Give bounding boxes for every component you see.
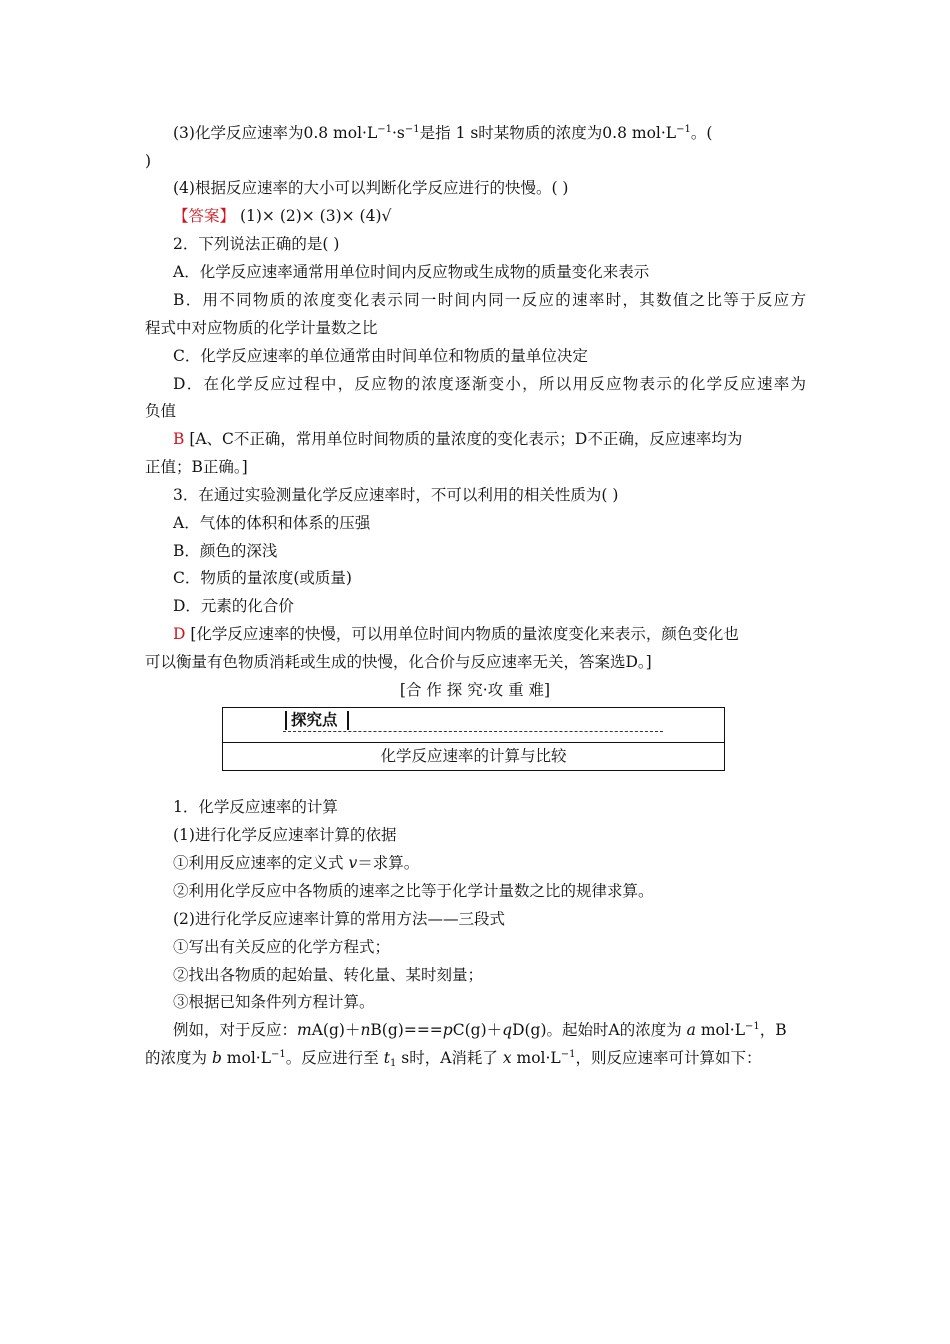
q2-option-a: A．化学反应速率通常用单位时间内反应物或生成物的质量变化来表示 bbox=[173, 263, 650, 281]
tag-bracket-right bbox=[347, 711, 349, 730]
q2-stem: 2．下列说法正确的是( ) bbox=[173, 235, 340, 253]
q2-option-c: C．化学反应速率的单位通常由时间单位和物质的量单位决定 bbox=[173, 347, 588, 365]
variable-a: a bbox=[686, 1021, 696, 1039]
content-line-3 bbox=[173, 853, 419, 873]
variable-b: b bbox=[211, 1049, 222, 1067]
text-segment: 是指 1 s时某物质的浓度为0.8 mol·L bbox=[419, 124, 677, 142]
q3-answer-line2: 可以衡量有色物质消耗或生成的快慢，化合价与反应速率无关，答案选D。] bbox=[145, 653, 652, 671]
text-segment: ＝求算。 bbox=[357, 854, 420, 872]
content-line-7: ②找出各物质的起始量、转化量、某时刻量； bbox=[173, 966, 484, 984]
coef-m: m bbox=[297, 1021, 312, 1039]
section-heading: [合 作 探 究·攻 重 难] bbox=[399, 681, 551, 699]
text-segment: ，则反应速率可计算如下： bbox=[575, 1049, 762, 1067]
subscript: 1 bbox=[389, 1058, 397, 1069]
q2-answer-line1 bbox=[173, 429, 806, 449]
answer-explanation: [A、C不正确，常用单位时间物质的量浓度的变化表示；D不正确，反应速率均为 bbox=[184, 430, 743, 448]
q2-option-b-line1: B．用不同物质的浓度变化表示同一时间内同一反应的速率时，其数值之比等于反应方 bbox=[173, 291, 806, 309]
answer-letter: B bbox=[173, 430, 185, 448]
topic-box bbox=[222, 707, 725, 771]
text-segment: D(g)。起始时A的浓度为 bbox=[512, 1021, 687, 1039]
text-segment: 例如，对于反应： bbox=[173, 1021, 298, 1039]
box-divider bbox=[223, 742, 724, 743]
topic-tag bbox=[291, 710, 338, 730]
text-segment: mol·L bbox=[221, 1049, 272, 1067]
q1-item-4: (4)根据反应速率的大小可以判断化学反应进行的快慢。( ) bbox=[173, 179, 569, 197]
q3-option-d: D．元素的化合价 bbox=[173, 597, 294, 615]
content-line-4: ②利用化学反应中各物质的速率之比等于化学计量数之比的规律求算。 bbox=[173, 882, 654, 900]
answer-text: (1)× (2)× (3)× (4)√ bbox=[235, 207, 392, 225]
q3-stem: 3．在通过实验测量化学反应速率时，不可以利用的相关性质为( ) bbox=[173, 486, 619, 504]
q2-answer-line2: 正值；B正确。] bbox=[145, 458, 248, 476]
content-line-1: 1．化学反应速率的计算 bbox=[173, 798, 338, 816]
text-segment: C(g)＋ bbox=[452, 1021, 503, 1039]
q1-item-3-continuation: ) bbox=[145, 152, 152, 170]
text-segment: s时，A消耗了 bbox=[396, 1049, 503, 1067]
dashed-rule bbox=[283, 731, 663, 732]
text-segment: ，B bbox=[759, 1021, 787, 1039]
variable-x: x bbox=[502, 1049, 512, 1067]
q3-option-c: C．物质的量浓度(或质量) bbox=[173, 569, 352, 587]
text-segment: ·s bbox=[392, 124, 405, 142]
content-line-8: ③根据已知条件列方程计算。 bbox=[173, 993, 375, 1011]
example-line-1 bbox=[173, 1020, 787, 1040]
text-segment: 。( bbox=[690, 124, 713, 142]
superscript: −1 bbox=[271, 1049, 286, 1060]
q2-option-d-line2: 负值 bbox=[145, 402, 177, 420]
superscript: −1 bbox=[745, 1021, 760, 1032]
text-segment: 。反应进行至 bbox=[285, 1049, 384, 1067]
answer-label: 【答案】 bbox=[173, 207, 236, 225]
topic-tag-label: 探究点 bbox=[291, 710, 338, 729]
q1-item-3 bbox=[173, 123, 712, 143]
q3-option-a: A．气体的体积和体系的压强 bbox=[173, 514, 371, 532]
text-segment: A(g)＋ bbox=[311, 1021, 361, 1039]
coef-p: p bbox=[442, 1021, 453, 1039]
q3-answer-line1 bbox=[173, 624, 806, 644]
example-line-2 bbox=[145, 1048, 761, 1068]
superscript: −1 bbox=[404, 124, 420, 135]
topic-caption: 化学反应速率的计算与比较 bbox=[380, 747, 567, 765]
q1-answer bbox=[173, 206, 391, 226]
answer-explanation: [化学反应速率的快慢，可以用单位时间内物质的量浓度变化来表示，颜色变化也 bbox=[185, 625, 739, 643]
coef-q: q bbox=[502, 1021, 513, 1039]
content-line-2: (1)进行化学反应速率计算的依据 bbox=[173, 826, 397, 844]
superscript: −1 bbox=[377, 124, 392, 135]
answer-letter: D bbox=[173, 625, 186, 643]
text-segment: mol·L bbox=[511, 1049, 561, 1067]
variable-v: v bbox=[348, 854, 358, 872]
q3-option-b: B．颜色的深浅 bbox=[173, 542, 278, 560]
superscript: −1 bbox=[560, 1049, 576, 1060]
coef-n: n bbox=[360, 1021, 371, 1039]
q2-option-d-line1: D．在化学反应过程中，反应物的浓度逐渐变小，所以用反应物表示的化学反应速率为 bbox=[173, 375, 806, 393]
text-segment: 的浓度为 bbox=[145, 1049, 212, 1067]
content-line-6: ①写出有关反应的化学方程式； bbox=[173, 938, 391, 956]
text-segment: (3)化学反应速率为0.8 mol·L bbox=[173, 124, 378, 142]
tag-bracket-left bbox=[285, 711, 287, 730]
q2-option-b-line2: 程式中对应物质的化学计量数之比 bbox=[145, 319, 378, 337]
text-segment: B(g)=== bbox=[370, 1021, 443, 1039]
text-segment: mol·L bbox=[695, 1021, 746, 1039]
content-line-5: (2)进行化学反应速率计算的常用方法——三段式 bbox=[173, 910, 505, 928]
superscript: −1 bbox=[676, 124, 691, 135]
variable-t: t bbox=[383, 1049, 390, 1067]
text-segment: ①利用反应速率的定义式 bbox=[173, 854, 349, 872]
